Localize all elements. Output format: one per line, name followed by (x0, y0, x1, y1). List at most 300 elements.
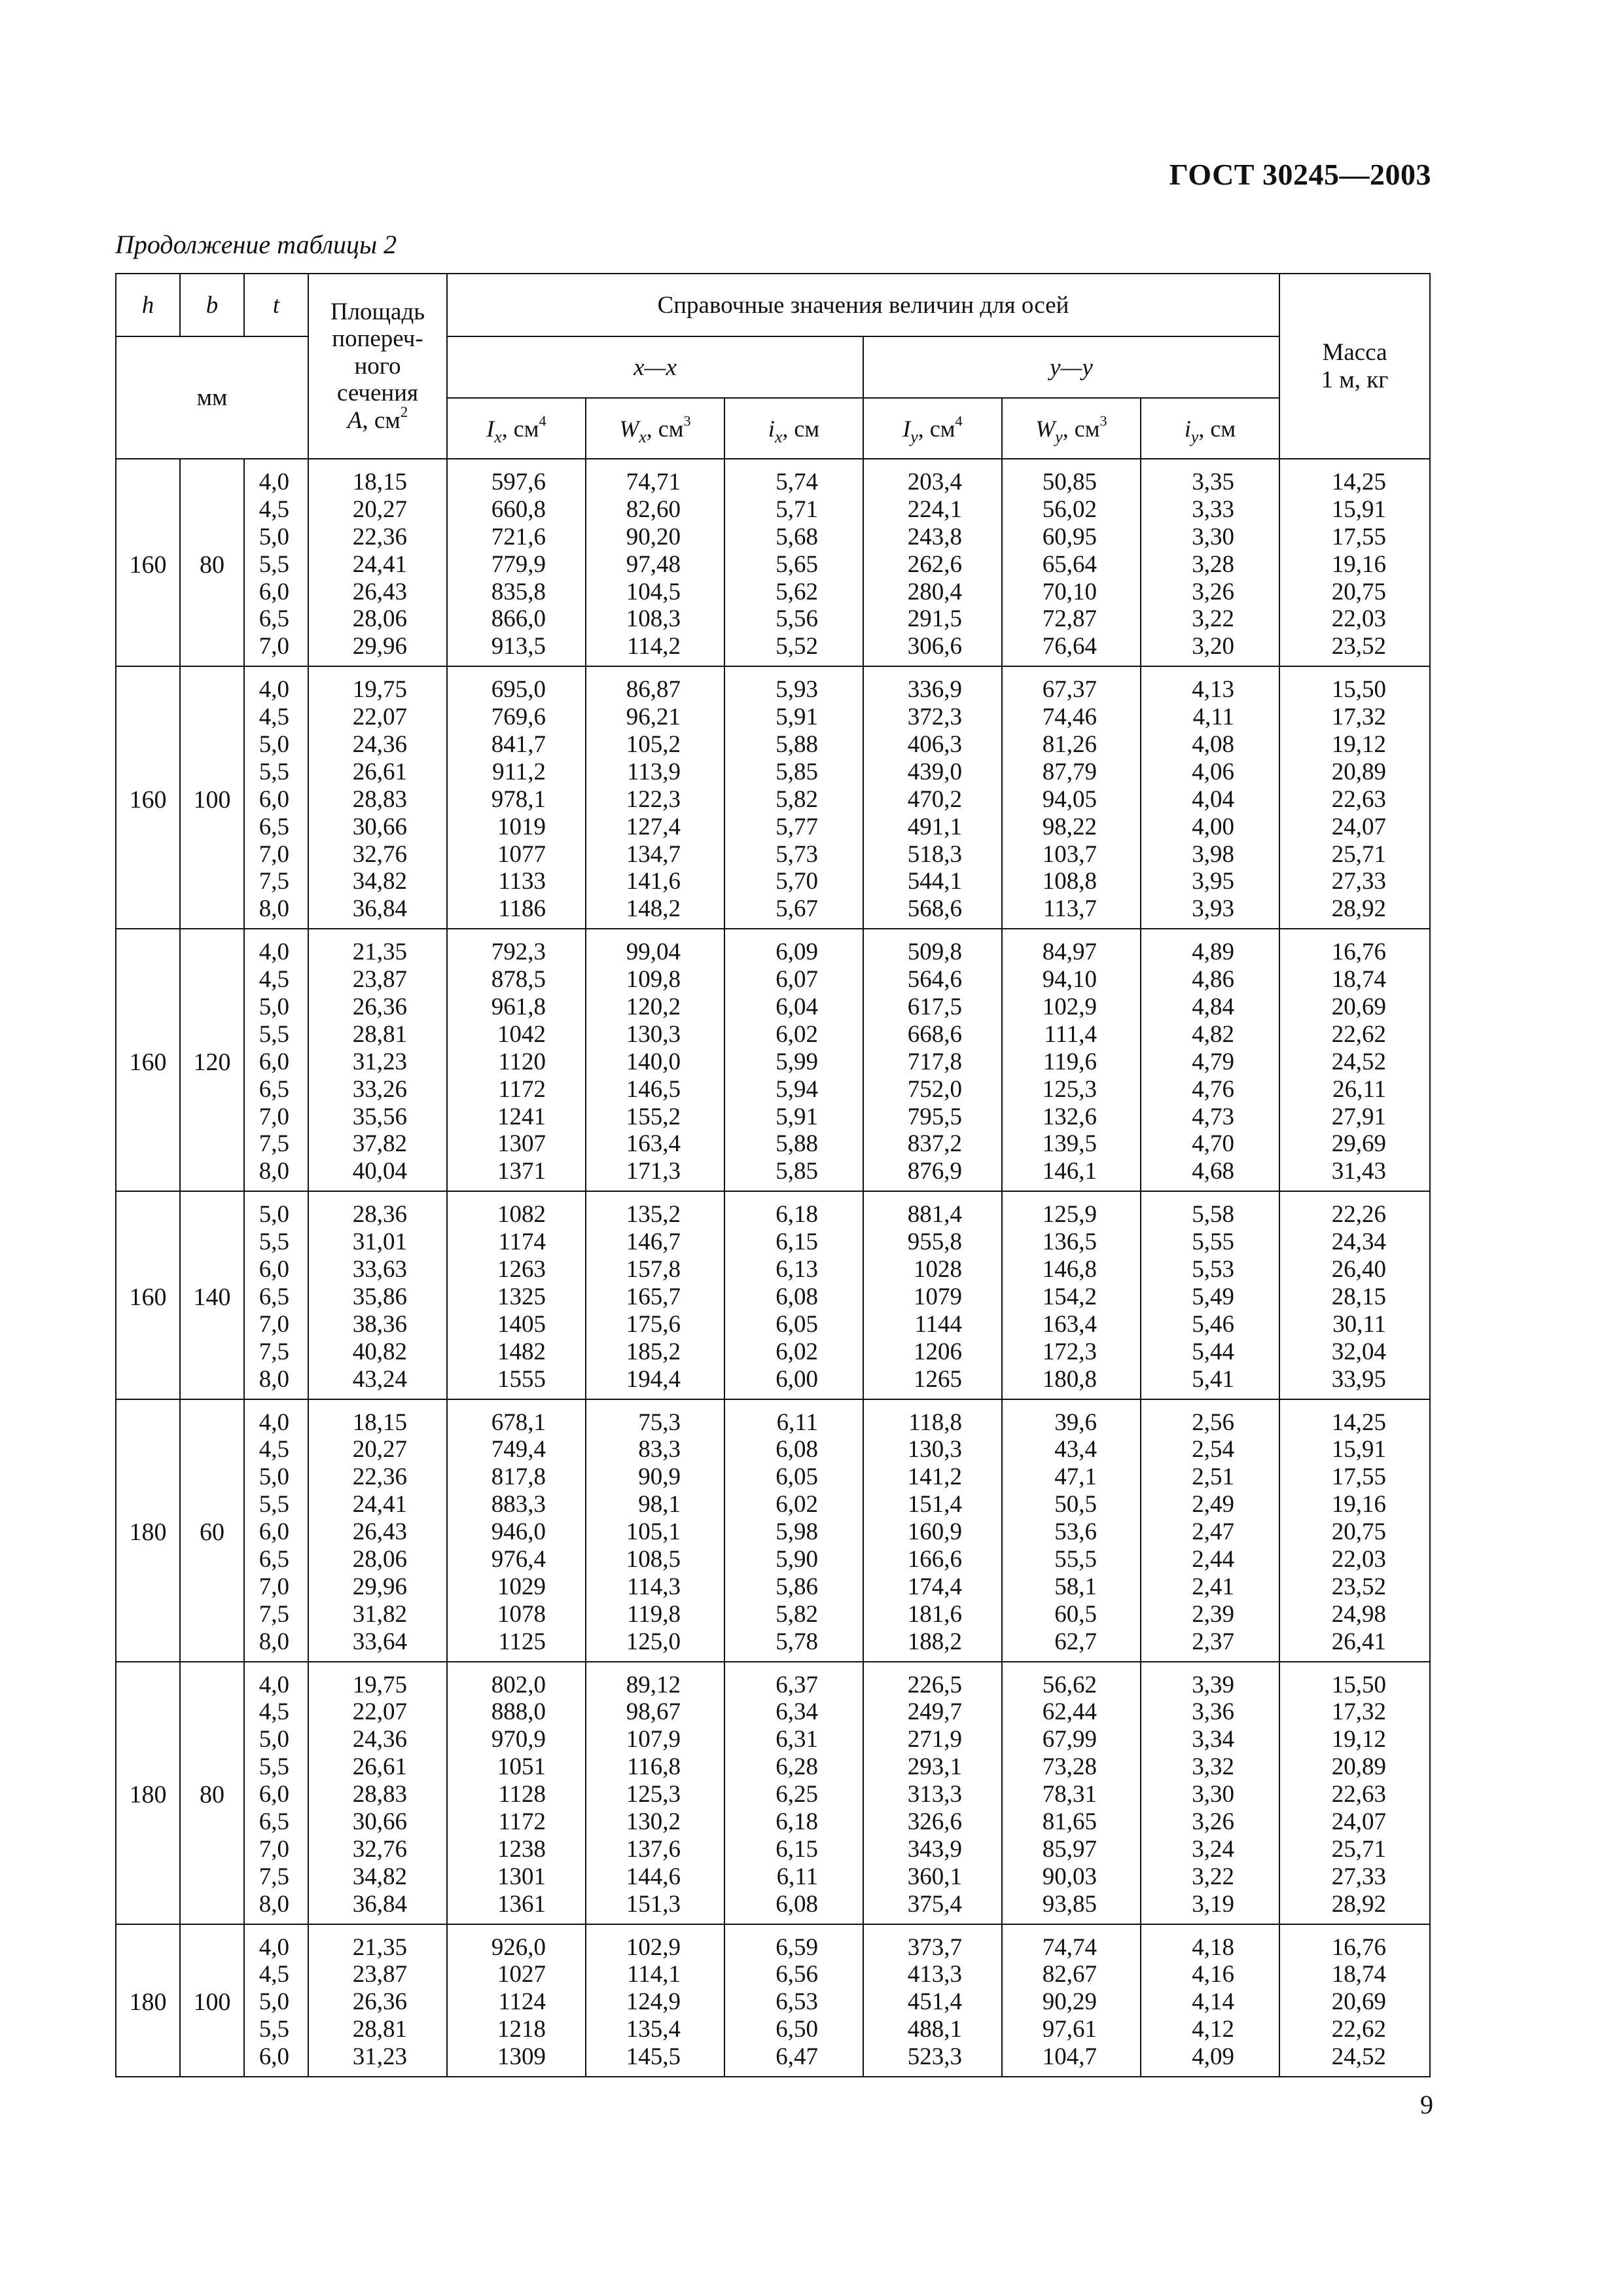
value-mass: 28,15 (1331, 1283, 1386, 1310)
value-wx: 108,5 (626, 1545, 681, 1573)
value-t: 7,5 (259, 1600, 289, 1628)
value-iy: 243,8 (907, 523, 962, 550)
value-radius-x: 5,88 (776, 731, 818, 759)
value-ix: 1172 (498, 1808, 546, 1835)
value-ix: 1241 (497, 1103, 546, 1130)
value-wy: 139,5 (1042, 1130, 1097, 1158)
value-iy: 668,6 (907, 1020, 962, 1048)
value-radius-x: 5,94 (776, 1075, 818, 1103)
value-area: 36,84 (352, 1890, 407, 1918)
value-wx: 146,7 (626, 1229, 681, 1256)
value-mass: 22,62 (1331, 2016, 1386, 2043)
cell-t (244, 1399, 308, 1662)
value-wx: 151,3 (626, 1890, 681, 1918)
value-wy: 74,74 (1042, 1933, 1097, 1961)
value-iy: 451,4 (907, 1988, 962, 2016)
value-t: 8,0 (259, 1628, 289, 1655)
value-wx: 97,48 (626, 550, 681, 578)
value-area: 31,23 (352, 2043, 407, 2071)
document-header: ГОСТ 30245—2003 (1169, 158, 1431, 191)
value-wx: 90,20 (626, 523, 681, 550)
value-radius-y: 4,82 (1192, 1020, 1234, 1048)
value-wx: 86,87 (626, 676, 681, 704)
value-radius-x: 6,37 (776, 1671, 818, 1698)
value-mass: 15,50 (1331, 1671, 1386, 1698)
cell-radius-x (724, 666, 863, 929)
value-radius-y: 4,09 (1192, 2043, 1234, 2071)
value-radius-x: 6,25 (776, 1781, 818, 1808)
value-area: 18,15 (352, 469, 407, 495)
value-radius-y: 4,79 (1192, 1048, 1234, 1075)
value-radius-x: 6,28 (776, 1753, 818, 1781)
cell-h: 160 (116, 1191, 180, 1399)
value-radius-y: 3,98 (1192, 840, 1234, 868)
value-radius-x: 6,18 (776, 1201, 818, 1229)
value-mass: 17,55 (1331, 523, 1386, 550)
value-radius-y: 4,14 (1192, 1988, 1234, 2016)
value-t: 5,0 (259, 523, 289, 550)
value-wx: 96,21 (626, 704, 681, 731)
value-radius-y: 5,55 (1192, 1229, 1234, 1256)
value-mass: 22,63 (1331, 1781, 1386, 1808)
value-ix: 878,5 (491, 966, 546, 994)
value-mass: 22,03 (1331, 1545, 1386, 1573)
cell-iy (863, 459, 1002, 666)
value-radius-x: 6,08 (776, 1890, 818, 1918)
cell-iy (863, 1191, 1002, 1399)
area-label-unit: , см (362, 406, 401, 434)
table-caption: Продолжение таблицы 2 (115, 230, 397, 259)
value-wx: 98,1 (638, 1491, 681, 1518)
value-area: 22,36 (352, 1463, 407, 1491)
value-wx: 130,3 (626, 1020, 681, 1048)
value-radius-x: 6,04 (776, 994, 818, 1021)
value-wx: 109,8 (626, 966, 681, 994)
value-area: 19,75 (352, 1671, 407, 1698)
value-radius-y: 4,13 (1192, 676, 1234, 704)
cell-mass (1279, 1399, 1430, 1662)
cell-b: 100 (180, 1924, 244, 2077)
value-wy: 78,31 (1042, 1781, 1097, 1808)
value-ix: 978,1 (491, 785, 546, 813)
cell-b: 60 (180, 1399, 244, 1662)
value-mass: 15,91 (1331, 495, 1386, 523)
wx-symbol: W (619, 415, 639, 442)
value-radius-x: 6,47 (776, 2043, 818, 2071)
value-ix: 1301 (497, 1863, 546, 1890)
value-mass: 31,43 (1331, 1158, 1386, 1185)
value-ix: 1125 (498, 1628, 546, 1655)
value-radius-x: 6,11 (776, 1408, 818, 1436)
value-wx: 175,6 (626, 1310, 681, 1338)
value-iy: 306,6 (907, 633, 962, 660)
value-wx: 99,04 (626, 939, 681, 966)
value-iy: 343,9 (907, 1835, 962, 1863)
value-iy: 372,3 (907, 704, 962, 731)
value-wx: 171,3 (626, 1158, 681, 1185)
value-iy: 262,6 (907, 550, 962, 578)
value-t: 7,0 (259, 840, 289, 868)
value-t: 5,5 (259, 1491, 289, 1518)
value-ix: 841,7 (491, 731, 546, 759)
value-wy: 82,67 (1042, 1961, 1097, 1988)
value-wx: 98,67 (626, 1698, 681, 1726)
value-radius-y: 3,35 (1192, 469, 1234, 495)
value-ix: 1077 (497, 840, 546, 868)
value-iy: 955,8 (907, 1229, 962, 1256)
value-radius-x: 6,53 (776, 1988, 818, 2016)
value-wy: 90,03 (1042, 1863, 1097, 1890)
mass-label-line2: 1 м, кг (1321, 366, 1389, 393)
ix-index: x (494, 427, 502, 446)
value-mass: 25,71 (1331, 1835, 1386, 1863)
value-radius-y: 4,11 (1192, 704, 1234, 731)
value-radius-x: 6,59 (776, 1933, 818, 1961)
value-mass: 17,32 (1331, 704, 1386, 731)
value-area: 37,82 (352, 1130, 407, 1158)
value-radius-x: 5,62 (776, 578, 818, 605)
value-radius-x: 5,78 (776, 1628, 818, 1655)
value-iy: 118,8 (908, 1408, 962, 1436)
value-wx: 90,9 (638, 1463, 681, 1491)
value-ix: 866,0 (491, 605, 546, 633)
value-area: 20,27 (352, 495, 407, 523)
value-mass: 17,32 (1331, 1698, 1386, 1726)
value-area: 22,07 (352, 1698, 407, 1726)
value-wy: 119,6 (1043, 1048, 1097, 1075)
value-wy: 104,7 (1042, 2043, 1097, 2071)
value-wy: 94,10 (1042, 966, 1097, 994)
value-radius-x: 5,73 (776, 840, 818, 868)
value-radius-y: 5,49 (1192, 1283, 1234, 1310)
value-area: 28,81 (352, 1020, 407, 1048)
cell-h: 160 (116, 459, 180, 666)
cell-h: 180 (116, 1924, 180, 2077)
value-wx: 135,2 (626, 1201, 681, 1229)
value-radius-x: 6,05 (776, 1463, 818, 1491)
value-ix: 976,4 (491, 1545, 546, 1573)
value-iy: 617,5 (907, 994, 962, 1021)
value-radius-y: 2,44 (1192, 1545, 1234, 1573)
value-wx: 148,2 (626, 895, 681, 923)
cell-ix (447, 1191, 586, 1399)
value-area: 21,35 (352, 1933, 407, 1961)
value-t: 4,5 (259, 704, 289, 731)
ry-symbol: i (1184, 415, 1191, 442)
cell-b: 80 (180, 1662, 244, 1924)
value-radius-x: 6,31 (776, 1726, 818, 1753)
value-ix: 1218 (497, 2016, 546, 2043)
value-ix: 779,9 (491, 550, 546, 578)
cell-radius-x (724, 1191, 863, 1399)
area-label-exp: 2 (400, 403, 408, 420)
value-area: 35,56 (352, 1103, 407, 1130)
value-area: 26,43 (352, 1518, 407, 1546)
value-area: 21,35 (352, 939, 407, 966)
value-mass: 20,69 (1331, 1988, 1386, 2016)
value-t: 5,5 (259, 758, 289, 785)
value-iy: 523,3 (907, 2043, 962, 2071)
value-iy: 293,1 (907, 1753, 962, 1781)
value-radius-x: 6,02 (776, 1491, 818, 1518)
value-radius-x: 6,02 (776, 1338, 818, 1365)
value-t: 8,0 (259, 1365, 289, 1393)
header-reference-values: Справочные значения величин для осей (447, 274, 1279, 336)
value-radius-x: 5,82 (776, 785, 818, 813)
value-area: 40,82 (352, 1338, 407, 1365)
header-radius-y (1141, 398, 1279, 459)
value-t: 4,5 (259, 966, 289, 994)
value-wy: 125,3 (1042, 1075, 1097, 1103)
value-iy: 406,3 (907, 731, 962, 759)
value-t: 7,0 (259, 1835, 289, 1863)
value-mass: 26,11 (1332, 1075, 1386, 1103)
value-t: 4,0 (259, 1408, 289, 1436)
value-ix: 1405 (497, 1310, 546, 1338)
value-area: 28,06 (352, 1545, 407, 1573)
value-radius-x: 6,05 (776, 1310, 818, 1338)
value-mass: 14,25 (1331, 1408, 1386, 1436)
header-unit-mm: мм (116, 336, 308, 459)
cell-wx (586, 666, 724, 929)
value-iy: 544,1 (907, 868, 962, 895)
value-ix: 961,8 (491, 994, 546, 1021)
value-radius-x: 6,07 (776, 966, 818, 994)
value-radius-y: 5,46 (1192, 1310, 1234, 1338)
value-iy: 373,7 (907, 1933, 962, 1961)
value-area: 40,04 (352, 1158, 407, 1185)
value-wx: 113,9 (627, 758, 681, 785)
value-t: 6,5 (259, 1808, 289, 1835)
value-wy: 84,97 (1042, 939, 1097, 966)
value-area: 22,36 (352, 523, 407, 550)
cell-area (308, 1924, 447, 2077)
value-ix: 1309 (497, 2043, 546, 2071)
value-area: 26,61 (352, 758, 407, 785)
value-t: 6,0 (259, 1256, 289, 1283)
value-wy: 125,9 (1042, 1201, 1097, 1229)
value-wy: 87,79 (1042, 758, 1097, 785)
value-mass: 23,52 (1331, 633, 1386, 660)
value-mass: 26,41 (1331, 1628, 1386, 1655)
value-wx: 104,5 (626, 578, 681, 605)
value-ix: 769,6 (491, 704, 546, 731)
cell-mass (1279, 459, 1430, 666)
value-area: 20,27 (352, 1436, 407, 1463)
value-radius-y: 4,18 (1192, 1933, 1234, 1961)
cell-t (244, 459, 308, 666)
value-iy: 568,6 (907, 895, 962, 923)
value-radius-y: 5,58 (1192, 1201, 1234, 1229)
value-iy: 488,1 (907, 2016, 962, 2043)
value-mass: 27,33 (1331, 868, 1386, 895)
ix-unit: , см (501, 415, 539, 442)
value-area: 32,76 (352, 1835, 407, 1863)
value-mass: 17,55 (1331, 1463, 1386, 1491)
cell-radius-x (724, 1662, 863, 1924)
value-mass: 20,89 (1331, 758, 1386, 785)
value-wy: 62,44 (1042, 1698, 1097, 1726)
table-row-group (116, 1924, 1430, 2077)
value-ix: 913,5 (491, 633, 546, 660)
cell-h: 160 (116, 929, 180, 1191)
value-t: 5,0 (259, 1726, 289, 1753)
value-radius-x: 6,00 (776, 1365, 818, 1393)
value-ix: 888,0 (491, 1698, 546, 1726)
value-area: 18,15 (352, 1408, 407, 1436)
value-area: 28,36 (352, 1201, 407, 1229)
iy-exp: 4 (955, 412, 963, 429)
wy-symbol: W (1035, 415, 1056, 442)
value-mass: 22,26 (1331, 1201, 1386, 1229)
value-radius-y: 2,39 (1192, 1600, 1234, 1628)
header-b: b (180, 274, 244, 336)
value-t: 8,0 (259, 1890, 289, 1918)
value-radius-x: 6,09 (776, 939, 818, 966)
value-t: 6,0 (259, 1518, 289, 1546)
value-radius-x: 5,68 (776, 523, 818, 550)
value-mass: 22,03 (1331, 605, 1386, 633)
header-ix (447, 398, 586, 459)
value-iy: 203,4 (907, 469, 962, 495)
value-radius-x: 6,15 (776, 1835, 818, 1863)
cell-ix (447, 1399, 586, 1662)
value-iy: 271,9 (907, 1726, 962, 1753)
value-area: 26,43 (352, 578, 407, 605)
value-wx: 144,6 (626, 1863, 681, 1890)
ry-unit: , см (1198, 415, 1236, 442)
value-t: 8,0 (259, 895, 289, 923)
value-radius-x: 6,15 (776, 1229, 818, 1256)
data-table (115, 273, 1431, 2077)
header-area (308, 274, 447, 459)
value-radius-x: 5,85 (776, 758, 818, 785)
value-iy: 130,3 (907, 1436, 962, 1463)
header-wx (586, 398, 724, 459)
value-area: 24,41 (352, 550, 407, 578)
value-ix: 597,6 (491, 469, 546, 495)
value-mass: 24,07 (1331, 1808, 1386, 1835)
area-label-line4: сечения (336, 380, 419, 407)
value-ix: 1027 (497, 1961, 546, 1988)
value-ix: 911,2 (492, 758, 546, 785)
value-mass: 14,25 (1331, 469, 1386, 495)
value-wx: 127,4 (626, 813, 681, 840)
cell-area (308, 459, 447, 666)
value-wx: 194,4 (626, 1365, 681, 1393)
value-wy: 50,5 (1054, 1491, 1097, 1518)
cell-area (308, 929, 447, 1191)
cell-b: 140 (180, 1191, 244, 1399)
value-t: 8,0 (259, 1158, 289, 1185)
value-area: 29,96 (352, 633, 407, 660)
value-wx: 89,12 (626, 1671, 681, 1698)
cell-wy (1002, 1191, 1141, 1399)
cell-t (244, 929, 308, 1191)
value-ix: 1124 (498, 1988, 546, 2016)
cell-wx (586, 459, 724, 666)
value-ix: 1042 (497, 1020, 546, 1048)
value-wx: 102,9 (626, 1933, 681, 1961)
value-mass: 24,07 (1331, 813, 1386, 840)
value-radius-x: 5,52 (776, 633, 818, 660)
value-ix: 1051 (497, 1753, 546, 1781)
value-wy: 47,1 (1054, 1463, 1097, 1491)
ix-symbol: I (486, 415, 495, 442)
cell-wx (586, 1191, 724, 1399)
value-area: 22,07 (352, 704, 407, 731)
cell-radius-y (1141, 1924, 1279, 2077)
value-wy: 103,7 (1042, 840, 1097, 868)
value-iy: 837,2 (907, 1130, 962, 1158)
value-ix: 1133 (498, 868, 546, 895)
value-wy: 62,7 (1054, 1628, 1097, 1655)
value-t: 5,0 (259, 1463, 289, 1491)
value-wy: 93,85 (1042, 1890, 1097, 1918)
value-wy: 39,6 (1054, 1408, 1097, 1436)
value-radius-x: 5,82 (776, 1600, 818, 1628)
value-radius-x: 6,56 (776, 1961, 818, 1988)
cell-iy (863, 1924, 1002, 2077)
value-radius-y: 2,49 (1192, 1491, 1234, 1518)
value-wx: 105,1 (626, 1518, 681, 1546)
cell-t (244, 1662, 308, 1924)
value-iy: 881,4 (907, 1201, 962, 1229)
value-area: 19,75 (352, 676, 407, 704)
value-area: 24,41 (352, 1491, 407, 1518)
value-radius-y: 3,26 (1192, 1808, 1234, 1835)
value-mass: 25,71 (1331, 840, 1386, 868)
value-radius-y: 3,93 (1192, 895, 1234, 923)
cell-iy (863, 666, 1002, 929)
cell-area (308, 1399, 447, 1662)
value-t: 7,0 (259, 1573, 289, 1600)
value-t: 5,5 (259, 2016, 289, 2043)
cell-wy (1002, 1399, 1141, 1662)
cell-wy (1002, 666, 1141, 929)
value-iy: 375,4 (907, 1890, 962, 1918)
value-ix: 1307 (497, 1130, 546, 1158)
value-iy: 313,3 (907, 1781, 962, 1808)
value-mass: 28,92 (1331, 1890, 1386, 1918)
value-radius-y: 5,44 (1192, 1338, 1234, 1365)
value-ix: 1120 (498, 1048, 546, 1075)
value-iy: 291,5 (907, 605, 962, 633)
value-radius-y: 4,84 (1192, 994, 1234, 1021)
value-wx: 108,3 (626, 605, 681, 633)
value-t: 7,0 (259, 1103, 289, 1130)
cell-iy (863, 929, 1002, 1191)
value-mass: 30,11 (1332, 1310, 1386, 1338)
value-mass: 20,75 (1331, 578, 1386, 605)
value-iy: 470,2 (907, 785, 962, 813)
value-mass: 29,69 (1331, 1130, 1386, 1158)
value-wy: 111,4 (1044, 1020, 1097, 1048)
value-radius-y: 2,56 (1192, 1408, 1234, 1436)
header-t: t (244, 274, 308, 336)
value-ix: 1482 (497, 1338, 546, 1365)
page-number: 9 (1420, 2090, 1433, 2119)
header-wy (1002, 398, 1141, 459)
value-iy: 752,0 (907, 1075, 962, 1103)
value-iy: 509,8 (907, 939, 962, 966)
value-wy: 50,85 (1042, 469, 1097, 495)
value-radius-y: 3,32 (1192, 1753, 1234, 1781)
value-area: 23,87 (352, 966, 407, 994)
value-radius-x: 5,71 (776, 495, 818, 523)
value-area: 29,96 (352, 1573, 407, 1600)
value-mass: 22,62 (1331, 1020, 1386, 1048)
